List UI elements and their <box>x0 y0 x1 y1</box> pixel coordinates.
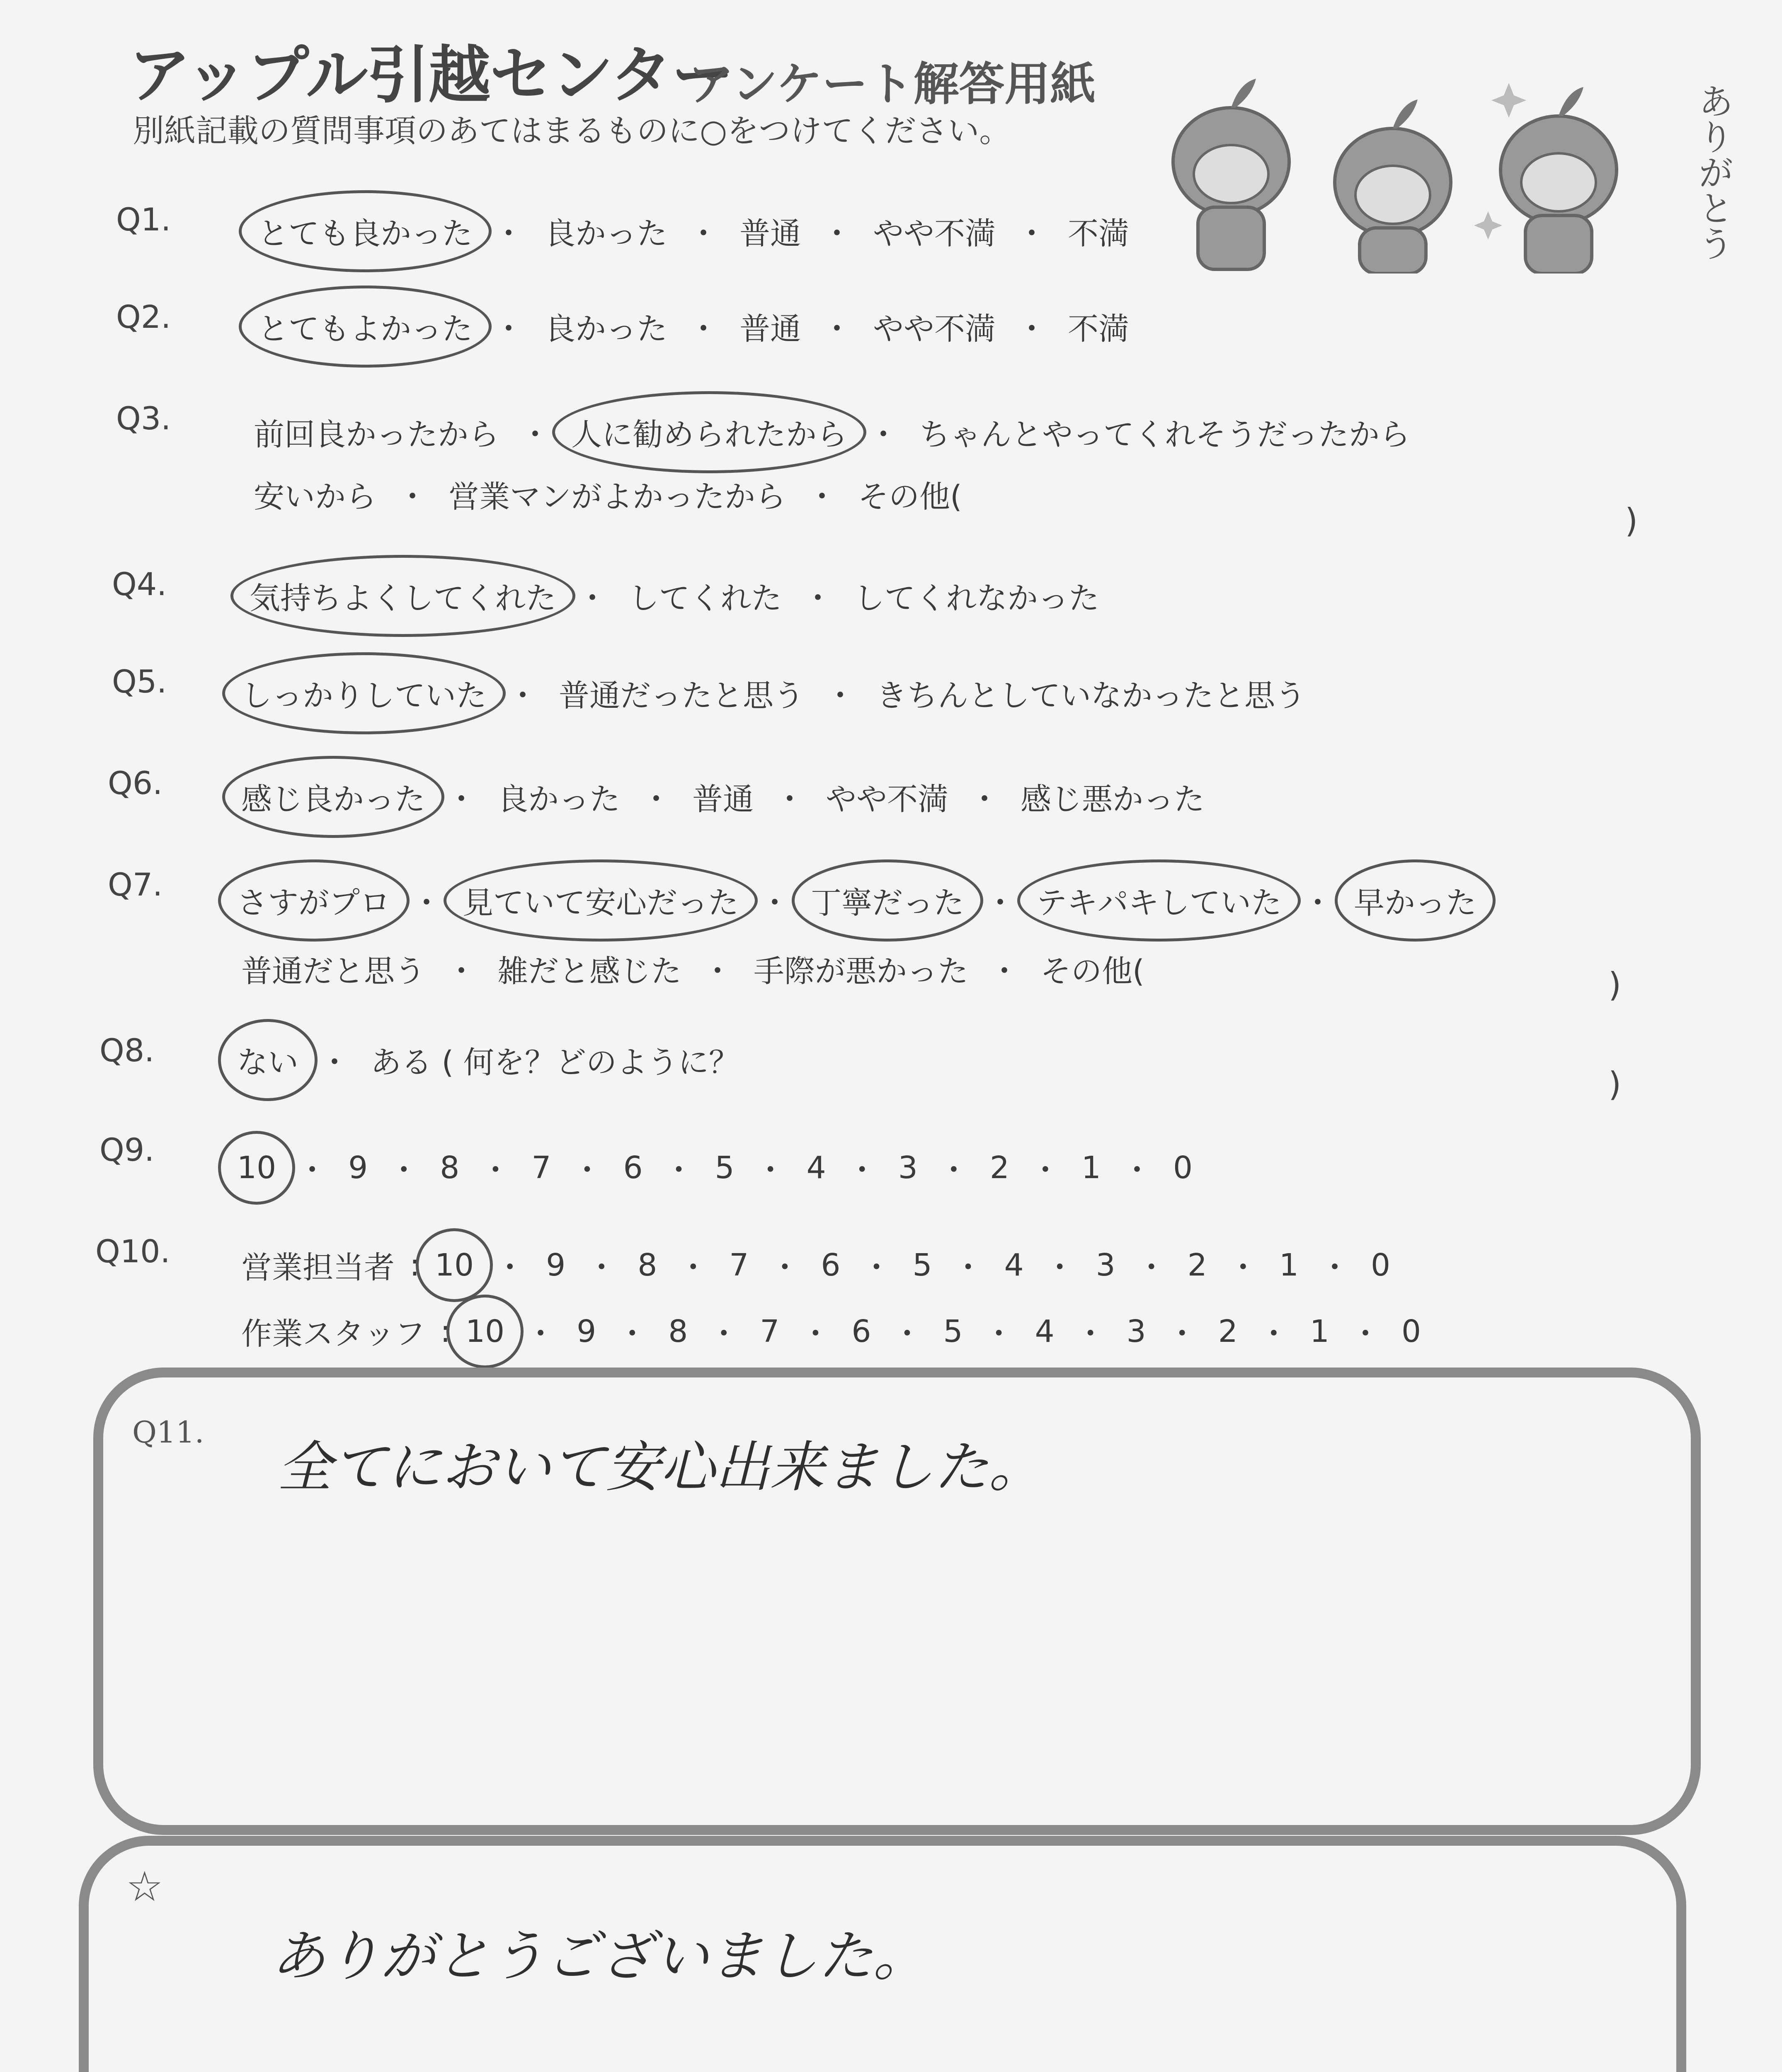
q3-option-6[interactable]: その他( <box>858 479 962 515</box>
q6-option-4[interactable]: やや不満 <box>826 782 948 817</box>
star-icon: ☆ <box>126 1862 163 1911</box>
q3-label: Q3. <box>116 400 171 437</box>
q10-staff-option-8[interactable]: 8 <box>668 1314 688 1349</box>
q10-sales-option-6[interactable]: 6 <box>821 1247 841 1283</box>
q10-staff-option-7[interactable]: 7 <box>760 1314 780 1349</box>
q10-staff-option-2[interactable]: 2 <box>1218 1314 1238 1349</box>
q9-option-10[interactable]: 10 <box>232 1150 281 1186</box>
q7-option-5[interactable]: 早かった <box>1349 879 1481 922</box>
q3-options-row1: 前回良かったから ・ 人に勧められたから ・ ちゃんとやってくれそうだったから <box>249 410 1415 454</box>
q10-staff-option-0[interactable]: 0 <box>1401 1314 1421 1349</box>
q2-option-4[interactable]: やや不満 <box>873 311 996 347</box>
q8-label: Q8. <box>99 1032 155 1069</box>
q4-options: 気持ちよくしてくれた ・ してくれた ・ してくれなかった <box>245 574 1104 618</box>
q1-label: Q1. <box>116 201 171 238</box>
q6-options: 感じ良かった ・ 良かった ・ 普通 ・ やや不満 ・ 感じ悪かった <box>236 775 1210 819</box>
q7-option-3[interactable]: 丁寧だった <box>806 879 969 922</box>
q7-option-2[interactable]: 見ていて安心だった <box>458 879 744 922</box>
q10-staff-option-3[interactable]: 3 <box>1126 1314 1146 1349</box>
comments-box[interactable] <box>79 1836 1686 2072</box>
q9-option-8[interactable]: 8 <box>440 1150 460 1186</box>
q10-sales-row: 営業担当者 : 10 ・ 9 ・ 8 ・ 7 ・ 6 ・ 5 ・ 4 ・ 3 ・ 2 ・ 1 ・ 0 <box>236 1243 1395 1287</box>
q10-staff-option-10[interactable]: 10 <box>461 1314 509 1349</box>
q10-sales-option-9[interactable]: 9 <box>546 1247 566 1283</box>
q3-option-1[interactable]: 前回良かったから <box>254 417 499 453</box>
q5-options: しっかりしていた ・ 普通だったと思う ・ きちんとしていなかったと思う <box>236 671 1311 715</box>
page-title: アップル引越センター <box>128 39 733 111</box>
q4-option-2[interactable]: してくれた <box>628 581 782 616</box>
q7-option-9[interactable]: その他( <box>1040 954 1144 989</box>
q10-staff-option-9[interactable]: 9 <box>577 1314 596 1349</box>
q10-sales-option-0[interactable]: 0 <box>1370 1247 1391 1283</box>
q1-option-4[interactable]: やや不満 <box>873 216 996 252</box>
q2-option-3[interactable]: 普通 <box>739 311 801 347</box>
q3-option-4[interactable]: 安いから <box>254 479 376 515</box>
q1-option-2[interactable]: 良かった <box>545 216 667 252</box>
q10-staff-option-4[interactable]: 4 <box>1035 1314 1055 1349</box>
q5-option-2[interactable]: 普通だったと思う <box>559 678 804 714</box>
q11-label: Q11. <box>132 1415 204 1450</box>
monkey-mascots-illustration <box>1144 58 1691 274</box>
q7-option-7[interactable]: 雑だと感じた <box>497 954 681 989</box>
q10-staff-option-6[interactable]: 6 <box>851 1314 871 1349</box>
q7-option-1[interactable]: さすがプロ <box>232 879 395 922</box>
q9-option-4[interactable]: 4 <box>806 1150 826 1186</box>
q9-option-7[interactable]: 7 <box>531 1150 551 1186</box>
q6-option-2[interactable]: 良かった <box>497 782 620 817</box>
q10-sales-option-4[interactable]: 4 <box>1004 1247 1024 1283</box>
q10-staff-option-1[interactable]: 1 <box>1309 1314 1329 1349</box>
q9-option-1[interactable]: 1 <box>1081 1150 1101 1186</box>
q2-options: とてもよかった ・ 良かった ・ 普通 ・ やや不満 ・ 不満 <box>253 305 1134 349</box>
q10-sales-label: 営業担当者 <box>241 1250 395 1285</box>
q3-option-5[interactable]: 営業マンがよかったから <box>449 479 786 515</box>
q7-close-paren: ) <box>1608 966 1622 1004</box>
q1-option-5[interactable]: 不満 <box>1068 216 1129 252</box>
q2-option-5[interactable]: 不満 <box>1068 311 1129 347</box>
q5-label: Q5. <box>112 663 167 700</box>
q10-staff-option-5[interactable]: 5 <box>943 1314 963 1349</box>
q10-sales-option-10[interactable]: 10 <box>430 1247 479 1283</box>
q4-option-1[interactable]: 気持ちよくしてくれた <box>245 574 561 618</box>
q9-option-9[interactable]: 9 <box>348 1150 368 1186</box>
q6-option-1[interactable]: 感じ良かった <box>236 775 430 819</box>
q11-answer-box[interactable] <box>93 1368 1701 1835</box>
q5-option-3[interactable]: きちんとしていなかったと思う <box>876 678 1306 714</box>
q6-option-5[interactable]: 感じ悪かった <box>1021 782 1205 817</box>
q10-sales-option-7[interactable]: 7 <box>729 1247 749 1283</box>
q8-options: ない ・ ある ( 何を？どのように？ <box>232 1038 744 1082</box>
arigatou-badge: ありがとう <box>1692 83 1734 261</box>
q8-option-1[interactable]: ない <box>232 1038 303 1082</box>
q9-option-5[interactable]: 5 <box>715 1150 735 1186</box>
q1-option-1[interactable]: とても良かった <box>253 209 478 253</box>
q9-option-2[interactable]: 2 <box>989 1150 1009 1186</box>
q6-label: Q6. <box>108 765 163 801</box>
q6-option-3[interactable]: 普通 <box>692 782 754 817</box>
q5-option-1[interactable]: しっかりしていた <box>236 671 492 715</box>
q1-option-3[interactable]: 普通 <box>739 216 801 252</box>
q7-options-row2: 普通だと思う ・ 雑だと感じた ・ 手際が悪かった ・ その他( <box>236 947 1149 991</box>
q10-sales-option-2[interactable]: 2 <box>1187 1247 1207 1283</box>
q4-label: Q4. <box>112 566 167 603</box>
q8-close-paren: ) <box>1608 1065 1622 1104</box>
q10-staff-row: 作業スタッフ : 10 ・ 9 ・ 8 ・ 7 ・ 6 ・ 5 ・ 4 ・ 3 ・ 2 ・ 1 ・ 0 <box>236 1310 1426 1353</box>
q10-sales-option-5[interactable]: 5 <box>912 1247 932 1283</box>
q2-option-2[interactable]: 良かった <box>545 311 667 347</box>
q10-sales-option-1[interactable]: 1 <box>1279 1247 1299 1283</box>
q3-close-paren: ) <box>1625 501 1638 540</box>
q4-option-3[interactable]: してくれなかった <box>854 581 1099 616</box>
q7-option-8[interactable]: 手際が悪かった <box>754 954 968 989</box>
q9-label: Q9. <box>99 1131 155 1168</box>
q8-option-2[interactable]: ある ( 何を？どのように？ <box>371 1045 739 1080</box>
q7-label: Q7. <box>108 866 163 903</box>
q3-options-row2: 安いから ・ 営業マンがよかったから ・ その他( <box>249 472 967 516</box>
q7-option-6[interactable]: 普通だと思う <box>241 954 425 989</box>
page-subtitle: アンケート解答用紙 <box>688 58 1096 111</box>
comments-answer: ありがとうございました。 <box>271 1924 928 1988</box>
q1-options: とても良かった ・ 良かった ・ 普通 ・ やや不満 ・ 不満 <box>253 209 1134 253</box>
instructions: 別紙記載の質問事項のあてはまるものに○をつけてください。 <box>133 112 1011 149</box>
q7-options-row1: さすがプロ ・ 見ていて安心だった ・ 丁寧だった ・ テキパキしていた ・ 早かった <box>232 879 1481 922</box>
q11-answer: 全てにおいて安心出来ました。 <box>277 1435 1043 1499</box>
q10-sales-option-3[interactable]: 3 <box>1096 1247 1115 1283</box>
q9-option-0[interactable]: 0 <box>1173 1150 1193 1186</box>
q3-option-3[interactable]: ちゃんとやってくれそうだったから <box>919 417 1410 453</box>
q2-label: Q2. <box>116 298 171 335</box>
q10-label: Q10. <box>95 1233 170 1270</box>
q9-option-6[interactable]: 6 <box>623 1150 643 1186</box>
q9-options: 10 ・ 9 ・ 8 ・ 7 ・ 6 ・ 5 ・ 4 ・ 3 ・ 2 ・ 1 ・ 0 <box>232 1146 1198 1190</box>
q10-staff-label: 作業スタッフ <box>241 1316 425 1352</box>
q7-option-4[interactable]: テキパキしていた <box>1031 879 1287 922</box>
q2-option-1[interactable]: とてもよかった <box>253 305 478 349</box>
q9-option-3[interactable]: 3 <box>898 1150 918 1186</box>
q10-sales-option-8[interactable]: 8 <box>638 1247 657 1283</box>
q3-option-2[interactable]: 人に勧められたから <box>566 410 852 454</box>
